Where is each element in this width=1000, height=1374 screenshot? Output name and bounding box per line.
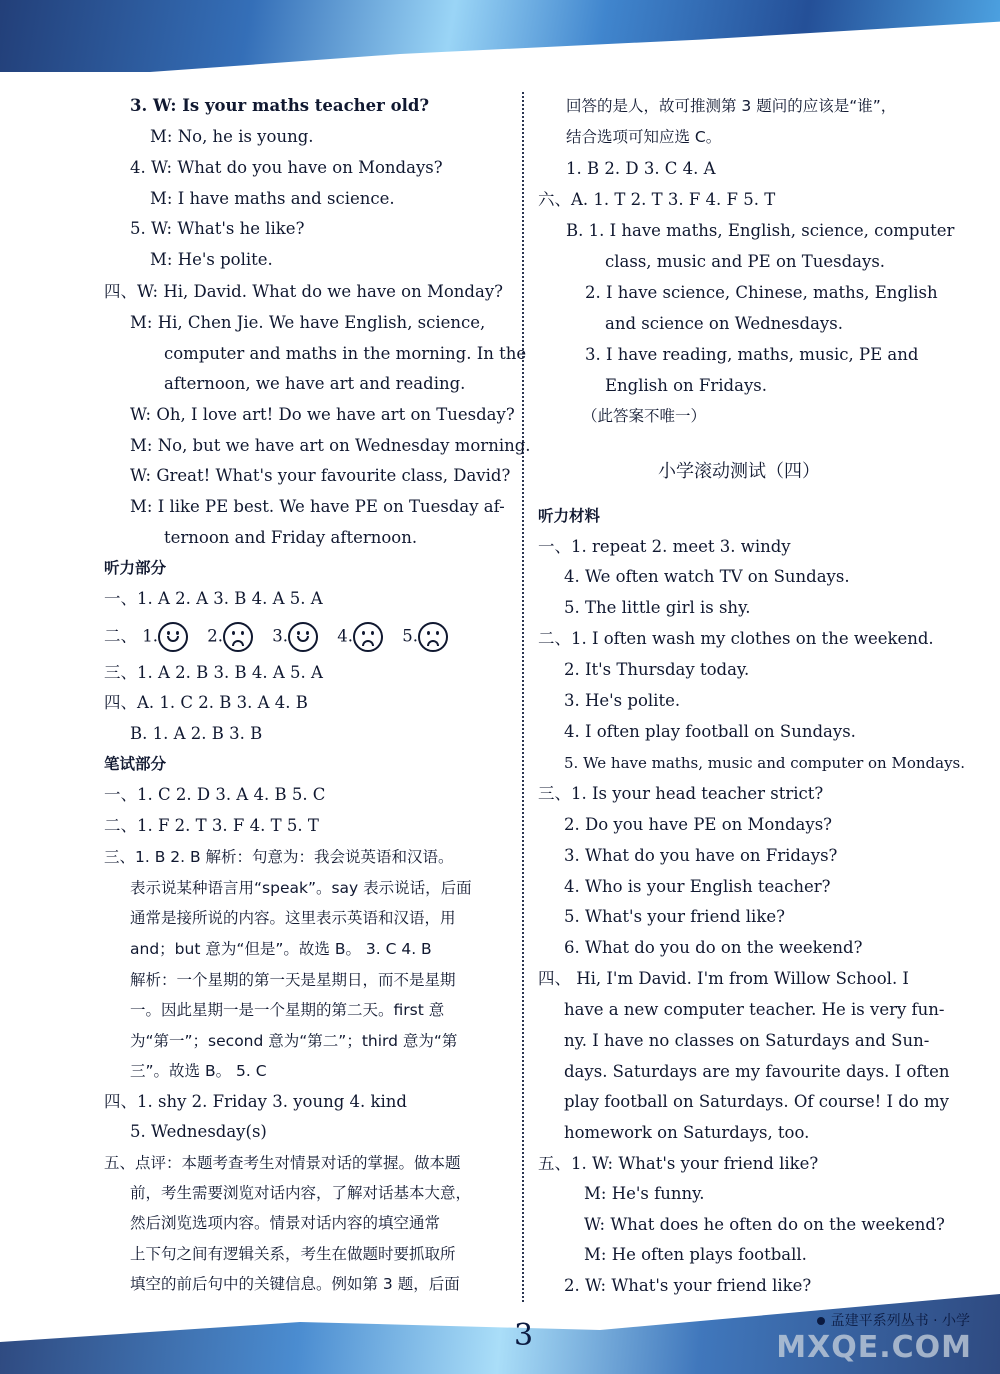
happy-face-icon (288, 622, 318, 652)
answer-line: M: I like PE best. We have PE on Tuesday af- (130, 497, 505, 516)
answer-line: 2. It's Thursday today. (564, 660, 750, 679)
answer-line: 2. W: What's your friend like? (564, 1276, 812, 1295)
explanation-line: 前，考生需要浏览对话内容，了解对话基本大意， (130, 1184, 472, 1202)
column-divider (522, 92, 524, 1302)
answer-line: 二、1. I often wash my clothes on the weekend. (538, 629, 934, 648)
answer-line: 6. What do you do on the weekend? (564, 938, 863, 957)
answer-line: M: He often plays football. (584, 1245, 807, 1264)
answer-line: 一、1. A 2. A 3. B 4. A 5. A (104, 589, 323, 608)
explanation-line: 上下句之间有逻辑关系，考生在做题时要抓取所 (130, 1245, 456, 1263)
answer-line: 5. The little girl is shy. (564, 598, 751, 617)
answer-line: W: Great! What's your favourite class, David? (130, 466, 511, 485)
answer-line: 2. Do you have PE on Mondays? (564, 815, 833, 834)
face-row-prefix: 二、 (104, 626, 137, 646)
answer-line: 2. I have science, Chinese, maths, English (585, 283, 938, 302)
answer-line: M: I have maths and science. (150, 189, 395, 208)
bullet-dot-icon (817, 1317, 825, 1325)
explanation-line: 一。因此星期一是一个星期的第二天。first 意 (130, 1001, 445, 1019)
answer-line: 4. Who is your English teacher? (564, 877, 831, 896)
answer-line: 三、1. Is your head teacher strict? (538, 784, 824, 803)
answer-line: B. 1. I have maths, English, science, computer (566, 221, 955, 240)
answer-line: M: No, he is young. (150, 127, 314, 146)
explanation-line: 回答的是人，故可推测第 3 题问的应该是“谁”， (566, 97, 897, 115)
answer-line: English on Fridays. (605, 376, 767, 395)
answer-line: W: What does he often do on the weekend? (584, 1215, 945, 1234)
happy-face-icon (158, 622, 188, 652)
sad-face-icon (223, 622, 253, 652)
answer-line: 六、A. 1. T 2. T 3. F 4. F 5. T (538, 190, 776, 209)
passage-line: homework on Saturdays, too. (564, 1123, 810, 1142)
passage-line: have a new computer teacher. He is very fun- (564, 1000, 945, 1019)
passage-line: ny. I have no classes on Saturdays and Sun- (564, 1031, 930, 1050)
face-answers-row: 二、 1. 2. 3. 4. 5. (104, 622, 462, 652)
answer-line: M: He's funny. (584, 1184, 705, 1203)
watermark: MXQE.COM (776, 1330, 972, 1365)
answer-note: （此答案不唯一） (582, 407, 707, 425)
explanation-line: 结合选项可知应选 C。 (566, 128, 722, 146)
answer-line: 3. What do you have on Fridays? (564, 846, 838, 865)
answer-line: W: Oh, I love art! Do we have art on Tuesday? (130, 405, 515, 424)
answer-line: 四、W: Hi, David. What do we have on Monday? (104, 282, 503, 301)
section-heading-materials: 听力材料 (538, 507, 601, 525)
answer-line: 4. W: What do you have on Mondays? (130, 158, 443, 177)
sad-face-icon (418, 622, 448, 652)
explanation-line: and；but 意为“但是”。故选 B。 3. C 4. B (130, 940, 432, 958)
explanation-line: 填空的前后句中的关键信息。例如第 3 题，后面 (130, 1275, 460, 1293)
passage-line: days. Saturdays are my favourite days. I often (564, 1062, 950, 1081)
answer-line: 五、1. W: What's your friend like? (538, 1154, 819, 1173)
answer-line: afternoon, we have art and reading. (164, 374, 466, 393)
answer-line: 5. We have maths, music and computer on Mondays. (564, 754, 966, 772)
section-heading-written: 笔试部分 (104, 755, 167, 773)
answer-line: 3. I have reading, maths, music, PE and (585, 345, 919, 364)
explanation-line: 解析：一个星期的第一天是星期日，而不是星期 (130, 971, 456, 989)
answer-line: 5. Wednesday(s) (130, 1122, 267, 1141)
passage-line: play football on Saturdays. Of course! I do my (564, 1092, 949, 1111)
answer-line: 3. He's polite. (564, 691, 681, 710)
answer-line: 5. What's your friend like? (564, 907, 785, 926)
sad-face-icon (353, 622, 383, 652)
answer-line: 三、1. A 2. B 3. B 4. A 5. A (104, 663, 323, 682)
answer-line: computer and maths in the morning. In the (164, 344, 527, 363)
section-heading-listening: 听力部分 (104, 559, 167, 577)
answer-line: 四、A. 1. C 2. B 3. A 4. B (104, 693, 308, 712)
passage-line: 四、 Hi, I'm David. I'm from Willow School. I (538, 969, 909, 988)
answer-line: 4. We often watch TV on Sundays. (564, 567, 850, 586)
explanation-line: 为“第一”；second 意为“第二”；third 意为“第 (130, 1032, 458, 1050)
answer-line: 三、1. B 2. B 解析：句意为：我会说英语和汉语。 (104, 848, 454, 866)
page-number: 3 (514, 1318, 534, 1353)
answer-line: 4. I often play football on Sundays. (564, 722, 856, 741)
explanation-line: 表示说某种语言用“speak”。say 表示说话，后面 (130, 879, 472, 897)
explanation-line: 然后浏览选项内容。情景对话内容的填空通常 (130, 1214, 441, 1232)
explanation-line: 五、点评：本题考查考生对情景对话的掌握。做本题 (104, 1154, 461, 1172)
answer-line: 3. W: Is your maths teacher old? (130, 96, 430, 115)
answer-line: 5. W: What's he like? (130, 219, 305, 238)
answer-line: 一、1. C 2. D 3. A 4. B 5. C (104, 785, 326, 804)
answer-line: M: He's polite. (150, 250, 273, 269)
explanation-line: 通常是接所说的内容。这里表示英语和汉语，用 (130, 909, 456, 927)
explanation-line: 三”。故选 B。 5. C (130, 1062, 267, 1080)
answer-line: 四、1. shy 2. Friday 3. young 4. kind (104, 1092, 407, 1111)
answer-line: 一、1. repeat 2. meet 3. windy (538, 537, 791, 556)
section-title: 小学滚动测试（四） (658, 461, 820, 482)
series-label: 孟建平系列丛书 · 小学 (817, 1310, 970, 1330)
answer-line: B. 1. A 2. B 3. B (130, 724, 263, 743)
answer-line: M: No, but we have art on Wednesday morning. (130, 436, 531, 455)
top-decorative-band (0, 0, 1000, 72)
answer-line: 二、1. F 2. T 3. F 4. T 5. T (104, 816, 319, 835)
answer-line: ternoon and Friday afternoon. (164, 528, 418, 547)
answer-line: M: Hi, Chen Jie. We have English, science, (130, 313, 486, 332)
answer-line: 1. B 2. D 3. C 4. A (566, 159, 716, 178)
answer-line: class, music and PE on Tuesdays. (605, 252, 886, 271)
answer-line: and science on Wednesdays. (605, 314, 843, 333)
